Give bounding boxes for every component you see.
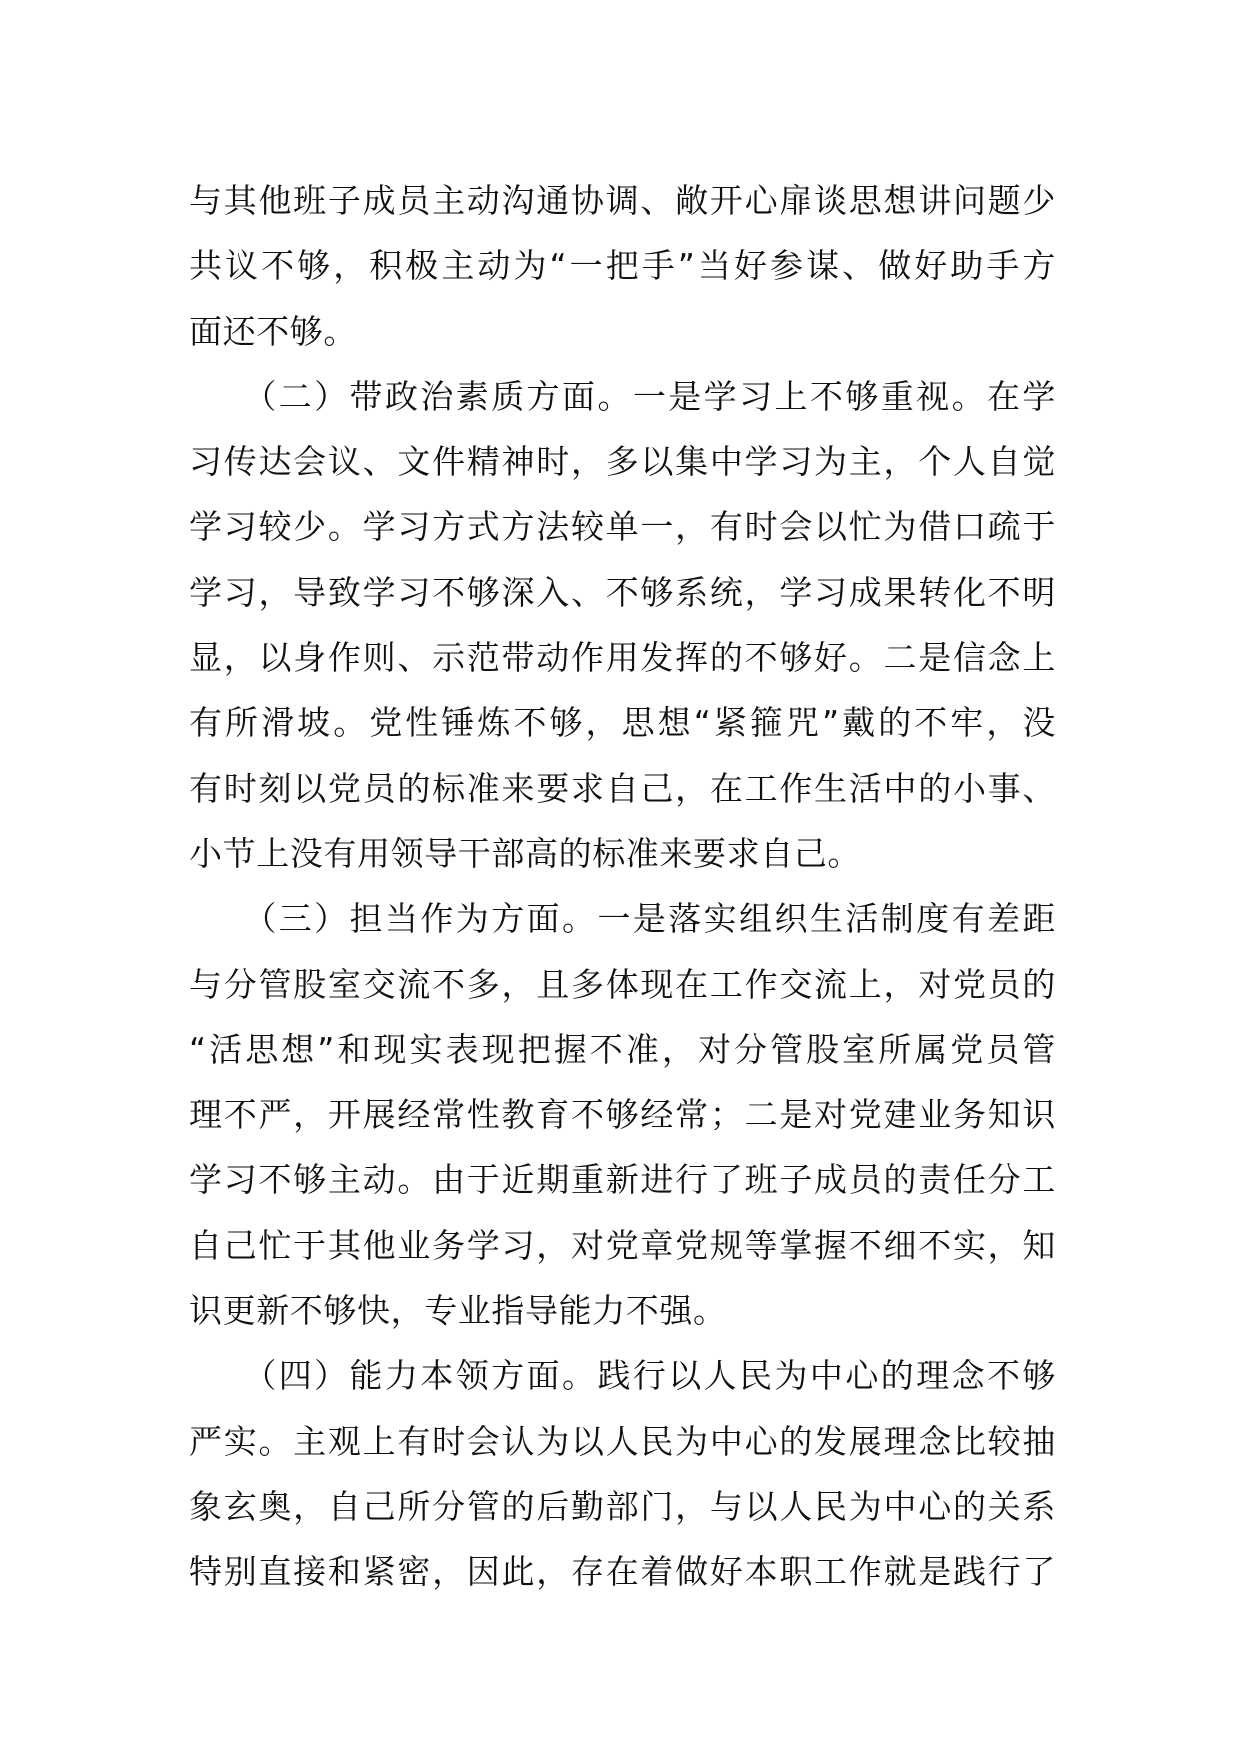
document-body [189, 168, 1056, 1605]
text-line: 理不严，开展经常性教育不够经常；二是对党建业务知识 [189, 1095, 1056, 1135]
text-line: 识更新不够快，专业指导能力不强。 [189, 1291, 727, 1331]
paragraph-section-4 [189, 1343, 1056, 1604]
text-line: 自己忙于其他业务学习，对党章党规等掌握不细不实，知 [189, 1225, 1056, 1265]
text-line: 象玄奥，自己所分管的后勤部门，与以人民为中心的关系 [189, 1486, 1056, 1526]
text-line: “活思想”和现实表现把握不准，对分管股室所属党员管 [189, 1029, 1056, 1069]
text-line: 共议不够，积极主动为“一把手”当好参谋、做好助手方 [189, 246, 1056, 286]
text-line: 小节上没有用领导干部高的标准来要求自己。 [189, 833, 861, 873]
text-line: 与其他班子成员主动沟通协调、敞开心扉谈思想讲问题少 [189, 181, 1056, 220]
text-line: （三）担当作为方面。一是落实组织生活制度有差距 [189, 899, 1056, 939]
text-line: 学习不够主动。由于近期重新进行了班子成员的责任分工 [189, 1160, 1056, 1200]
paragraph-section-2 [189, 364, 1056, 886]
text-line: 有时刻以党员的标准来要求自己，在工作生活中的小事、 [189, 768, 1056, 808]
text-line: 习传达会议、文件精神时，多以集中学习为主，个人自觉 [189, 442, 1056, 482]
text-line: 严实。主观上有时会认为以人民为中心的发展理念比较抽 [189, 1421, 1056, 1461]
text-line: （四）能力本领方面。践行以人民为中心的理念不够 [189, 1356, 1056, 1396]
text-line: 学习，导致学习不够深入、不够系统，学习成果转化不明 [189, 572, 1056, 612]
text-line: 学习较少。学习方式方法较单一，有时会以忙为借口疏于 [189, 507, 1056, 547]
paragraph-section-3 [189, 886, 1056, 1343]
text-line: 面还不够。 [189, 311, 357, 351]
text-line: 显，以身作则、示范带动作用发挥的不够好。二是信念上 [189, 638, 1056, 678]
paragraph-continued [189, 168, 1056, 364]
text-line: 有所滑坡。党性锤炼不够，思想“紧箍咒”戴的不牢，没 [189, 703, 1056, 743]
text-line: 特别直接和紧密，因此，存在着做好本职工作就是践行了 [189, 1552, 1056, 1592]
text-line: （二）带政治素质方面。一是学习上不够重视。在学 [189, 376, 1056, 416]
text-line: 与分管股室交流不多，且多体现在工作交流上，对党员的 [189, 964, 1056, 1004]
